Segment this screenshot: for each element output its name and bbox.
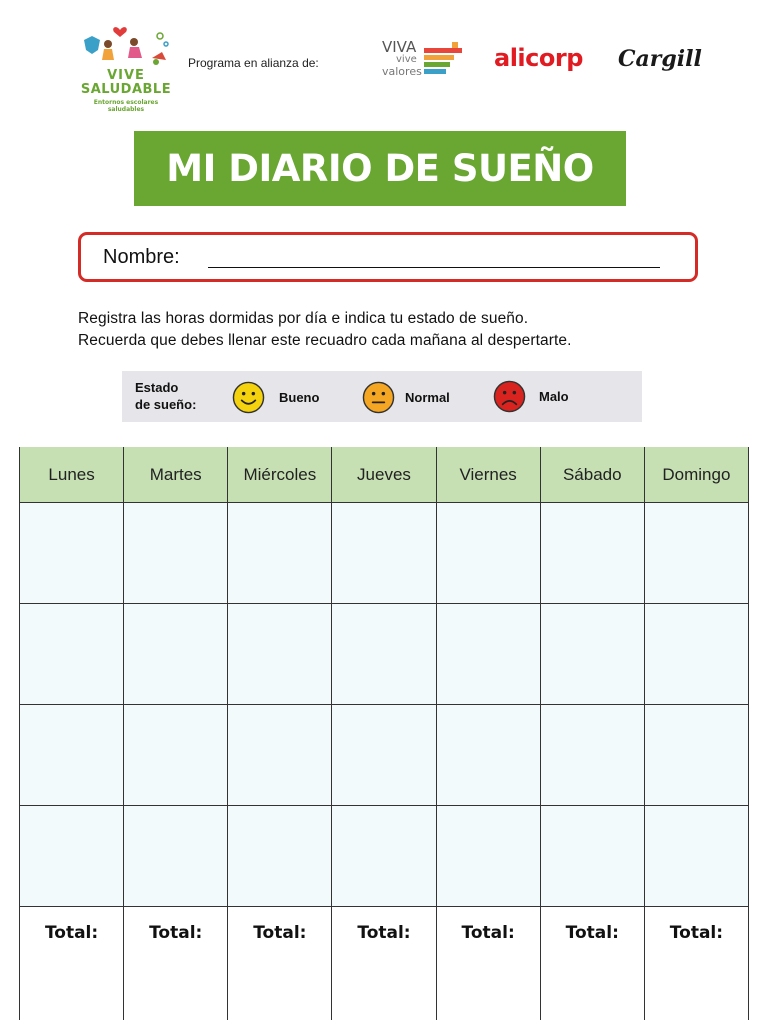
header-wednesday: Miércoles [228, 447, 332, 503]
table-cell[interactable] [20, 806, 124, 907]
legend-label-line-1: Estado [135, 380, 179, 395]
total-wednesday[interactable]: Total: [228, 907, 332, 1021]
table-cell[interactable] [332, 503, 436, 604]
total-sunday[interactable]: Total: [644, 907, 748, 1021]
table-cell[interactable] [228, 503, 332, 604]
table-cell[interactable] [124, 705, 228, 806]
table-cell[interactable] [540, 705, 644, 806]
table-cell[interactable] [540, 604, 644, 705]
header-sunday: Domingo [644, 447, 748, 503]
header-tuesday: Martes [124, 447, 228, 503]
legend-label-line-2: de sueño: [135, 397, 197, 412]
viva-logo-text: VIVA [382, 38, 417, 56]
table-row [20, 705, 749, 806]
header-monday: Lunes [20, 447, 124, 503]
table-cell[interactable] [228, 705, 332, 806]
happy-face-icon [232, 381, 265, 414]
name-label: Nombre: [103, 246, 180, 268]
table-cell[interactable] [436, 705, 540, 806]
table-cell[interactable] [228, 604, 332, 705]
logo-subtitle: Entornos escolares saludables [93, 99, 159, 113]
neutral-face-icon [362, 381, 395, 414]
table-cell[interactable] [540, 503, 644, 604]
table-cell[interactable] [540, 806, 644, 907]
viva-valores-logo [382, 38, 468, 82]
cargill-logo: Cargill [618, 46, 702, 72]
table-cell[interactable] [20, 604, 124, 705]
total-saturday[interactable]: Total: [540, 907, 644, 1021]
table-row [20, 604, 749, 705]
instruction-line-1: Registra las horas dormidas por día e indica tu estado de sueño. [78, 310, 529, 327]
total-friday[interactable]: Total: [436, 907, 540, 1021]
table-cell[interactable] [436, 604, 540, 705]
page-title: MI DIARIO DE SUEÑO [166, 147, 594, 190]
table-cell[interactable] [644, 604, 748, 705]
totals-row [20, 907, 749, 1021]
sad-face-icon [493, 380, 526, 413]
table-cell[interactable] [20, 503, 124, 604]
table-cell[interactable] [644, 503, 748, 604]
table-cell[interactable] [124, 604, 228, 705]
table-row [20, 806, 749, 907]
total-thursday[interactable]: Total: [332, 907, 436, 1021]
table-cell[interactable] [436, 503, 540, 604]
legend-normal-label: Normal [405, 390, 450, 405]
table-cell[interactable] [436, 806, 540, 907]
instruction-line-2: Recuerda que debes llenar este recuadro cada mañana al despertarte. [78, 332, 572, 349]
saludable-logo-text: SALUDABLE [80, 82, 172, 97]
table-cell[interactable] [644, 806, 748, 907]
title-banner [134, 131, 626, 206]
legend-bad-label: Malo [539, 389, 569, 404]
valores-logo-text: valores [382, 65, 422, 78]
program-text: Programa en alianza de: [188, 56, 319, 70]
table-cell[interactable] [332, 705, 436, 806]
children-playing-icon [70, 22, 180, 70]
sleep-diary-table [19, 447, 749, 1020]
header-saturday: Sábado [540, 447, 644, 503]
table-cell[interactable] [644, 705, 748, 806]
header-thursday: Jueves [332, 447, 436, 503]
table-cell[interactable] [124, 806, 228, 907]
total-tuesday[interactable]: Total: [124, 907, 228, 1021]
legend-good-label: Bueno [279, 390, 320, 405]
table-cell[interactable] [228, 806, 332, 907]
total-monday[interactable]: Total: [20, 907, 124, 1021]
vive-logo-text: VIVE [107, 68, 145, 83]
table-row [20, 503, 749, 604]
name-input-line[interactable] [208, 267, 660, 268]
table-cell[interactable] [124, 503, 228, 604]
legend-label [135, 379, 196, 413]
table-cell[interactable] [332, 806, 436, 907]
table-cell[interactable] [20, 705, 124, 806]
alicorp-logo: alicorp [494, 44, 583, 72]
vive-logo-small-text: vive [396, 54, 417, 65]
hands-icon [422, 40, 466, 80]
vive-saludable-logo [70, 22, 180, 112]
header-friday: Viernes [436, 447, 540, 503]
table-cell[interactable] [332, 604, 436, 705]
table-header-row [20, 447, 749, 503]
